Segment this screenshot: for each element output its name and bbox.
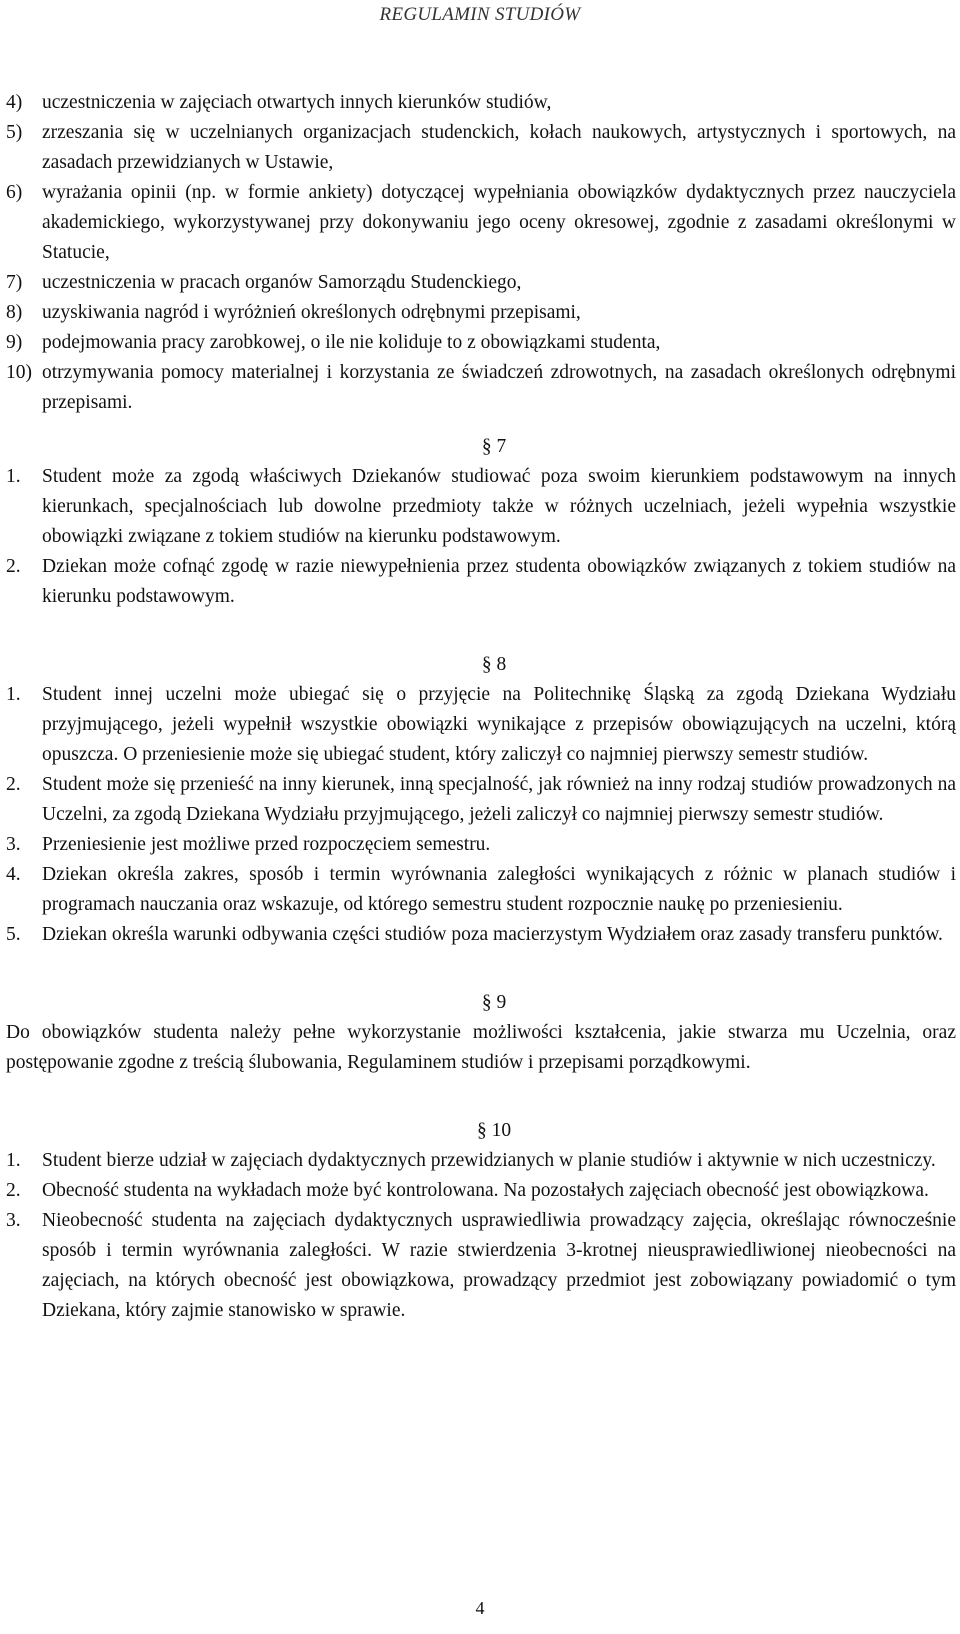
section-number: 10 bbox=[491, 1120, 512, 1141]
rights-list bbox=[6, 88, 956, 418]
item-text: zrzeszania się w uczelnianych organizacjach studenckich, kołach naukowych, artystycznych i sportowych, na zasadach przewidzianych w Ustawie, bbox=[42, 122, 956, 173]
section-heading-8: § 8 bbox=[481, 654, 507, 675]
page-number: 4 bbox=[475, 1598, 485, 1618]
item-number: 1. bbox=[6, 684, 21, 705]
section-9-paragraph: Do obowiązków studenta należy pełne wykorzystanie możliwości kształcenia, jakie stwarza mu Uczelnia, oraz postępowanie zgodne z treścią ślubowania, Regulaminem studiów i przepisami porządkowymi. bbox=[6, 1022, 956, 1073]
list-item bbox=[6, 860, 956, 920]
item-text: Obecność studenta na wykładach może być kontrolowana. Na pozostałych zajęciach obecność jest obowiązkowa. bbox=[42, 1180, 929, 1201]
item-number: 9) bbox=[6, 332, 23, 353]
list-item bbox=[6, 298, 956, 328]
item-number: 2. bbox=[6, 556, 21, 577]
item-number: 10) bbox=[6, 362, 32, 383]
item-text: Nieobecność studenta na zajęciach dydaktycznych usprawiedliwia prowadzący zajęcia, określając równocześnie sposób i termin wyrównania zaległości. W razie stwierdzenia 3-krotnej nieusprawiedliwionej nieobecności na zajęciach, na których obecność jest obowiązkowa, prowadzący przedmiot jest zobowiązany powiadomić o tym Dziekana, który zajmie stanowisko w sprawie. bbox=[42, 1210, 956, 1321]
section-10-list bbox=[6, 1146, 956, 1326]
item-text: Student innej uczelni może ubiegać się o przyjęcie na Politechnikę Śląską za zgodą Dziekana Wydziału przyjmującego, jeżeli wypełnił wszystkie obowiązki wynikające z przepisów obowiązujących na uczelni, którą opuszcza. O przeniesienie może się ubiegać student, który zaliczył co najmniej pierwszy semestr studiów. bbox=[42, 684, 956, 765]
section-heading-9: § 9 bbox=[481, 992, 507, 1013]
item-text: Przeniesienie jest możliwe przed rozpoczęciem semestru. bbox=[42, 834, 491, 855]
item-text: uzyskiwania nagród i wyróżnień określonych odrębnymi przepisami, bbox=[42, 302, 581, 323]
item-text: uczestniczenia w pracach organów Samorządu Studenckiego, bbox=[42, 272, 522, 293]
list-item bbox=[6, 178, 956, 268]
item-number: 5) bbox=[6, 122, 23, 143]
item-number: 2. bbox=[6, 1180, 21, 1201]
list-item bbox=[6, 358, 956, 418]
list-item bbox=[6, 680, 956, 770]
item-number: 4. bbox=[6, 864, 21, 885]
item-number: 3. bbox=[6, 834, 21, 855]
item-text: Dziekan określa warunki odbywania części studiów poza macierzystym Wydziałem oraz zasady transferu punktów. bbox=[42, 924, 943, 945]
item-text: Student bierze udział w zajęciach dydaktycznych przewidzianych w planie studiów i aktywnie w nich uczestniczy. bbox=[42, 1150, 936, 1171]
section-heading-7: § 7 bbox=[481, 436, 507, 457]
item-number: 5. bbox=[6, 924, 21, 945]
list-item bbox=[6, 830, 956, 860]
item-number: 4) bbox=[6, 92, 23, 113]
item-text: Dziekan może cofnąć zgodę w razie niewypełnienia przez studenta obowiązków związanych z tokiem studiów na kierunku podstawowym. bbox=[42, 556, 956, 607]
section-7-list bbox=[6, 462, 956, 612]
item-number: 6) bbox=[6, 182, 23, 203]
list-item bbox=[6, 88, 956, 118]
list-item bbox=[6, 920, 956, 950]
item-text: podejmowania pracy zarobkowej, o ile nie koliduje to z obowiązkami studenta, bbox=[42, 332, 661, 353]
running-header: REGULAMIN STUDIÓW bbox=[379, 4, 581, 25]
item-text: otrzymywania pomocy materialnej i korzystania ze świadczeń zdrowotnych, na zasadach określonych odrębnymi przepisami. bbox=[42, 362, 956, 413]
list-item bbox=[6, 268, 956, 298]
item-text: Student może za zgodą właściwych Dziekanów studiować poza swoim kierunkiem podstawowym na innych kierunkach, specjalnościach lub dowolne przedmioty także w różnych uczelniach, jeżeli wypełnia wszystkie obowiązki związane z tokiem studiów na kierunku podstawowym. bbox=[42, 466, 956, 547]
item-number: 7) bbox=[6, 272, 23, 293]
item-number: 2. bbox=[6, 774, 21, 795]
item-number: 3. bbox=[6, 1210, 21, 1231]
item-text: Student może się przenieść na inny kierunek, inną specjalność, jak również na inny rodzaj studiów prowadzonych na Uczelni, za zgodą Dziekana Wydziału przyjmującego, jeżeli zaliczył co najmniej pierwszy semestr studiów. bbox=[42, 774, 956, 825]
section-8-list bbox=[6, 680, 956, 950]
list-item bbox=[6, 552, 956, 612]
list-item bbox=[6, 1176, 956, 1206]
list-item bbox=[6, 1206, 956, 1326]
list-item bbox=[6, 328, 956, 358]
list-item bbox=[6, 770, 956, 830]
section-number: 9 bbox=[496, 992, 507, 1013]
list-item bbox=[6, 1146, 956, 1176]
list-item bbox=[6, 118, 956, 178]
item-number: 1. bbox=[6, 466, 21, 487]
page-content bbox=[6, 88, 956, 1326]
item-text: Dziekan określa zakres, sposób i termin wyrównania zaległości wynikających z różnic w planach studiów i programach nauczania oraz wskazuje, od którego semestru student rozpocznie naukę po przeniesieniu. bbox=[42, 864, 956, 915]
item-number: 8) bbox=[6, 302, 23, 323]
section-number: 7 bbox=[496, 436, 507, 457]
section-heading-10: § 10 bbox=[476, 1120, 512, 1141]
item-text: wyrażania opinii (np. w formie ankiety) dotyczącej wypełniania obowiązków dydaktycznych przez nauczyciela akademickiego, wykorzystywanej przy dokonywaniu jego oceny okresowej, zgodnie z zasadami określonymi w Statucie, bbox=[42, 182, 956, 263]
section-number: 8 bbox=[496, 654, 507, 675]
list-item bbox=[6, 462, 956, 552]
item-text: uczestniczenia w zajęciach otwartych innych kierunków studiów, bbox=[42, 92, 552, 113]
item-number: 1. bbox=[6, 1150, 21, 1171]
